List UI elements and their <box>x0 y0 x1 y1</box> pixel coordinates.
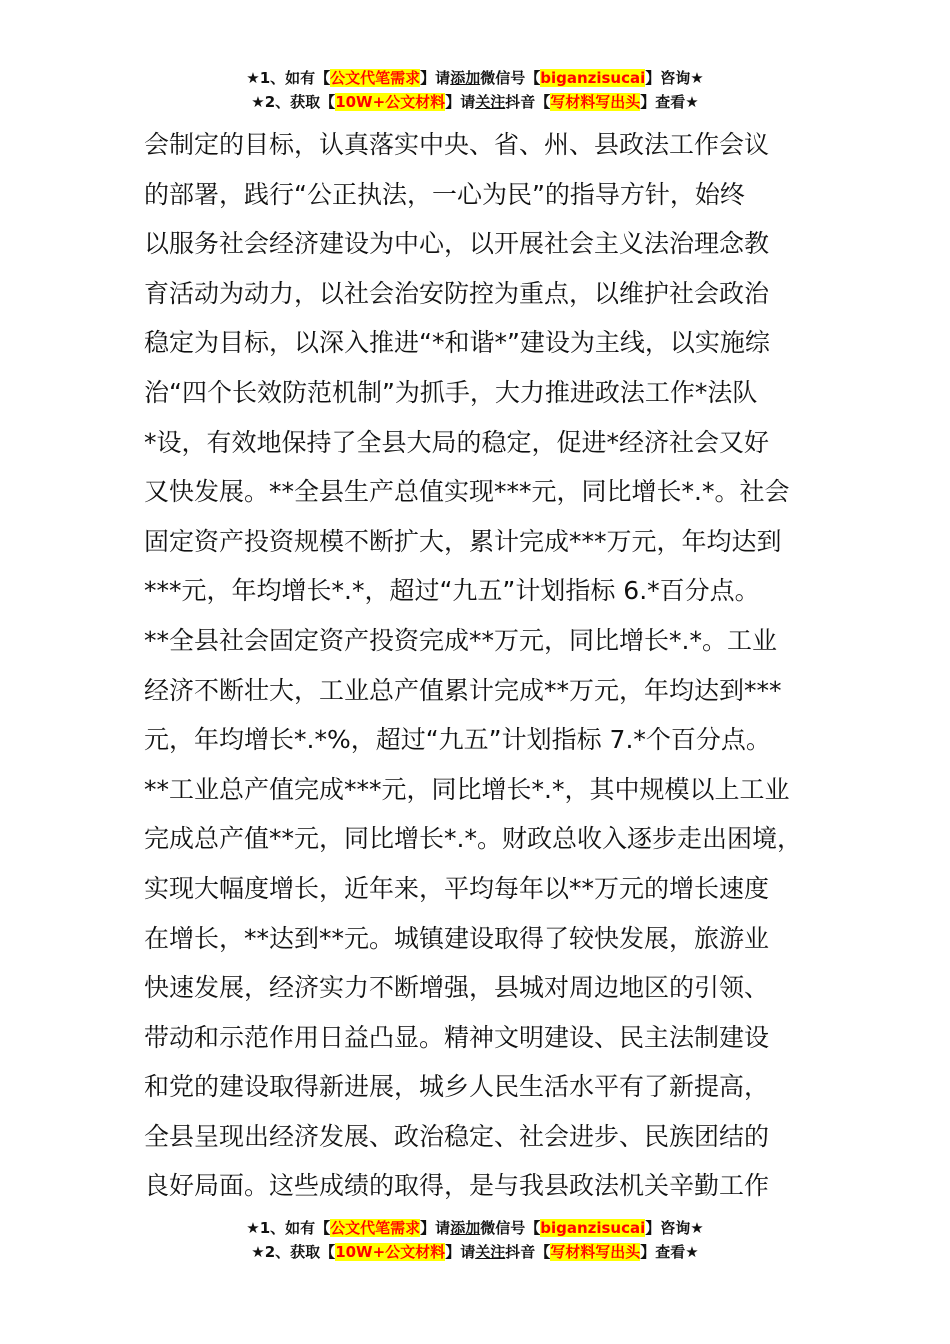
banner-text: 】请 <box>445 93 476 111</box>
body-line: **工业总产值完成***元，同比增长*.*，其中规模以上工业 <box>144 774 790 804</box>
banner-highlight: 写材料写出头 <box>550 93 641 111</box>
body-line: **全县社会固定资产投资完成**万元，同比增长*.*。工业 <box>144 625 777 655</box>
body-line: 良好局面。这些成绩的取得，是与我县政法机关辛勤工作 <box>144 1171 770 1201</box>
body-line: 在增长，**达到**元。城镇建设取得了较快发展，旅游业 <box>144 923 770 953</box>
banner-text: 抖音【 <box>505 1243 551 1261</box>
banner-underline: 关注 <box>475 93 506 111</box>
document-body <box>144 120 834 1211</box>
banner-highlight: biganzisucai <box>540 1219 646 1237</box>
banner-text: 】咨询★ <box>645 69 704 87</box>
banner-line-2 <box>0 90 950 114</box>
body-line: 会制定的目标，认真落实中央、省、州、县政法工作会议 <box>144 130 770 159</box>
banner-text: 】请 <box>420 1219 451 1237</box>
banner-highlight: 写材料写出头 <box>550 1243 641 1261</box>
banner-text: 抖音【 <box>505 93 551 111</box>
body-line: 治“四个长效防范机制”为抓手，大力推进政法工作*法队 <box>144 377 758 407</box>
footer-banner <box>0 1216 950 1264</box>
banner-text: 微信号【 <box>480 69 541 87</box>
banner-text: 】咨询★ <box>645 1219 704 1237</box>
body-line: 完成总产值**元，同比增长*.*。财政总收入逐步走出困境， <box>144 824 802 854</box>
banner-text: ★2、获取【 <box>251 1243 336 1261</box>
body-line: 固定资产投资规模不断扩大，累计完成***万元，年均达到 <box>144 526 782 556</box>
body-line: ***元，年均增长*.*，超过“九五”计划指标 6.*百分点。 <box>144 576 760 606</box>
banner-highlight: biganzisucai <box>540 69 646 87</box>
body-line: 又快发展。**全县生产总值实现***元，同比增长*.*。社会 <box>144 477 790 507</box>
banner-highlight: 10W+公文材料 <box>335 1243 446 1261</box>
header-banner <box>0 66 950 114</box>
banner-text: 】请 <box>420 69 451 87</box>
body-line: 育活动为动力，以社会治安防控为重点，以维护社会政治 <box>144 278 770 308</box>
banner-highlight: 10W+公文材料 <box>335 93 446 111</box>
banner-text: 微信号【 <box>480 1219 541 1237</box>
banner-text: 】查看★ <box>640 1243 699 1261</box>
banner-line-2 <box>0 1240 950 1264</box>
banner-text: ★1、如有【 <box>246 1219 331 1237</box>
body-line: 稳定为目标，以深入推进“*和谐*”建设为主线，以实施综 <box>144 328 770 358</box>
banner-text: ★2、获取【 <box>251 93 336 111</box>
banner-text: 】请 <box>445 1243 476 1261</box>
banner-text: ★1、如有【 <box>246 69 331 87</box>
body-line: 元，年均增长*.*%，超过“九五”计划指标 7.*个百分点。 <box>144 725 771 755</box>
body-line: *设，有效地保持了全县大局的稳定，促进*经济社会又好 <box>144 427 770 457</box>
body-line: 以服务社会经济建设为中心，以开展社会主义法治理念教 <box>144 229 770 259</box>
body-line: 带动和示范作用日益凸显。精神文明建设、民主法制建设 <box>144 1022 770 1052</box>
banner-underline: 添加 <box>450 69 481 87</box>
body-line: 的部署，践行“公正执法，一心为民”的指导方针，始终 <box>144 179 745 209</box>
banner-highlight: 公文代笔需求 <box>330 69 421 87</box>
banner-line-1 <box>0 1216 950 1240</box>
banner-underline: 添加 <box>450 1219 481 1237</box>
body-line: 全县呈现出经济发展、政治稳定、社会进步、民族团结的 <box>144 1121 770 1151</box>
body-line: 快速发展，经济实力不断增强，县城对周边地区的引领、 <box>144 973 770 1003</box>
banner-text: 】查看★ <box>640 93 699 111</box>
banner-underline: 关注 <box>475 1243 506 1261</box>
banner-highlight: 公文代笔需求 <box>330 1219 421 1237</box>
body-line: 实现大幅度增长，近年来，平均每年以**万元的增长速度 <box>144 873 770 903</box>
body-line: 和党的建设取得新进展，城乡人民生活水平有了新提高， <box>144 1072 770 1102</box>
body-line: 经济不断壮大，工业总产值累计完成**万元，年均达到*** <box>144 675 782 705</box>
banner-line-1 <box>0 66 950 90</box>
